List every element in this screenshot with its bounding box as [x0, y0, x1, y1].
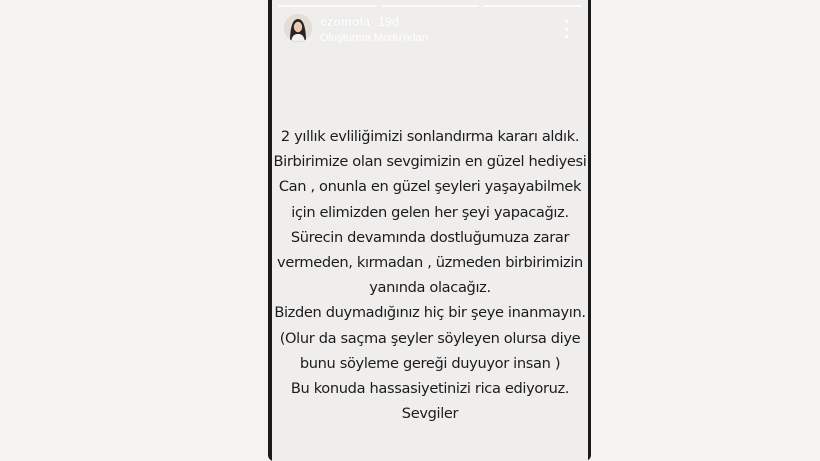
dot [565, 28, 568, 31]
message-line: Can , onunla en güzel şeyleri yaşayabilmek [278, 178, 582, 196]
story-viewer[interactable] [272, 0, 588, 461]
message-line: 2 yıllık evliliğimizi sonlandırma kararı aldık. [280, 128, 580, 145]
story-header [284, 14, 578, 48]
message-line: Sevgiler [401, 405, 459, 423]
story-message [272, 124, 588, 426]
dot [565, 20, 568, 23]
username[interactable]: ezomola [320, 15, 371, 29]
story-subtitle: Oluşturma Modu'ndan [320, 32, 428, 44]
story-time: 19d [378, 15, 399, 29]
dot [565, 35, 568, 38]
message-line: (Olur da saçma şeyler söyleyen olursa diye [279, 329, 581, 347]
progress-segment [483, 5, 582, 7]
message-line: bunu söyleme gereği duyuyor insan ) [299, 354, 561, 372]
message-line: Bizden duymadığınız hiç bir şeye inanmayın. [274, 304, 586, 322]
message-line: Birbirimize olan sevgimizin en güzel hediyesi [273, 153, 587, 171]
message-line: Sürecin devamında dostluğumuza zarar [290, 228, 570, 246]
story-progress-bar [278, 5, 582, 7]
message-line: vermeden, kırmadan , üzmeden birbirimizin [277, 254, 583, 272]
avatar[interactable] [284, 14, 312, 42]
message-line: yanında olacağız. [369, 279, 491, 297]
message-line: için elimizden gelen her şeyi yapacağız. [291, 203, 569, 221]
more-vertical-icon[interactable] [560, 20, 572, 38]
avatar-image [284, 14, 312, 42]
progress-segment [278, 5, 377, 7]
progress-segment [381, 5, 480, 7]
message-line: Bu konuda hassasiyetinizi rica ediyoruz. [290, 380, 570, 398]
